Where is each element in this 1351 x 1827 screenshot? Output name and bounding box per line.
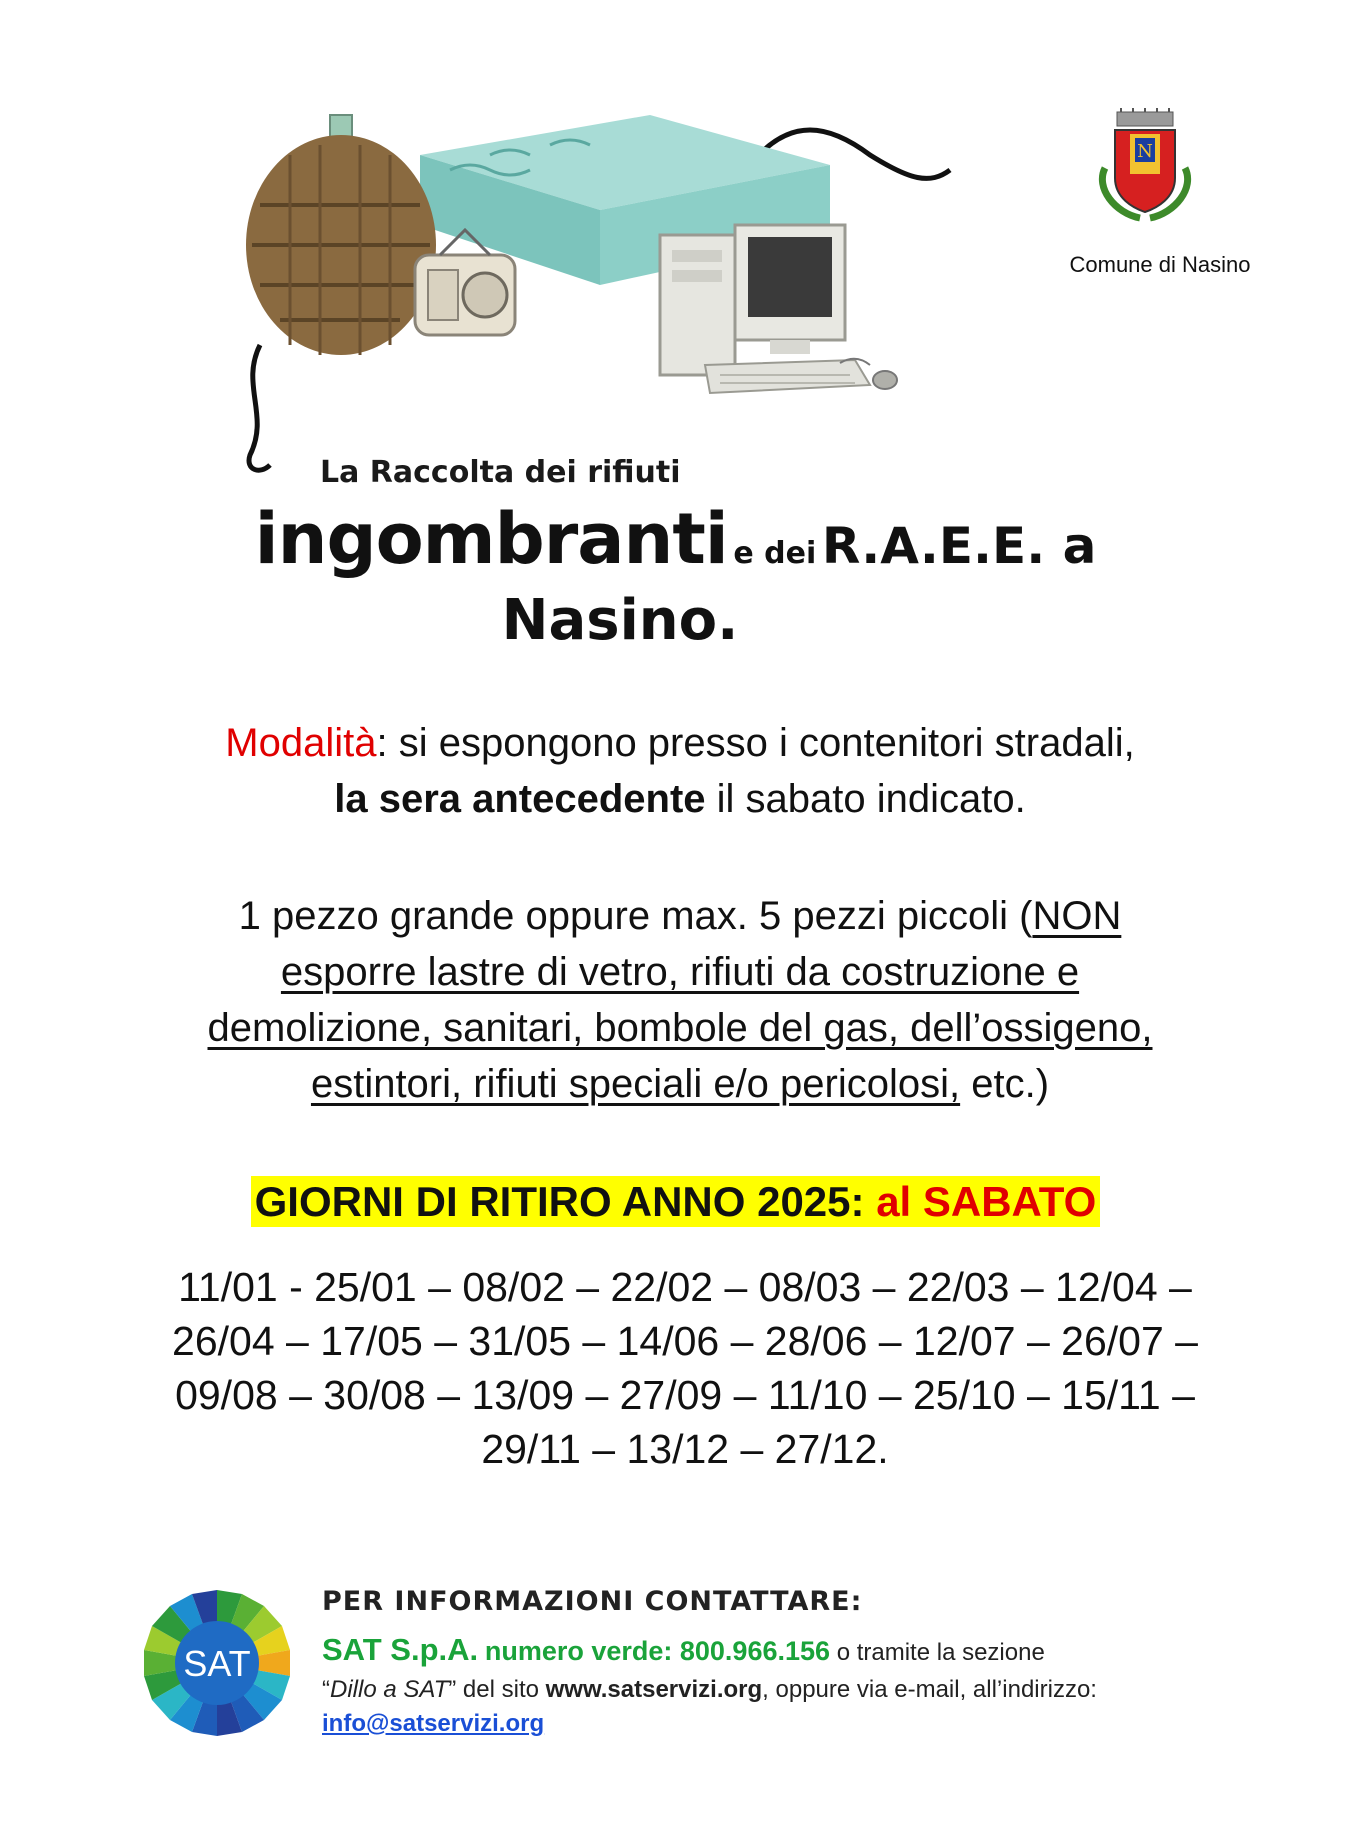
title-raee: R.A.E.E. a <box>821 517 1097 575</box>
title-main <box>0 498 1351 580</box>
demijohn-icon <box>246 115 436 355</box>
comune-crest-icon <box>1095 108 1195 226</box>
monitor-icon <box>735 225 845 354</box>
bulky-items-illustration <box>230 95 1050 475</box>
schedule-heading-accent: al SABATO <box>876 1178 1097 1225</box>
schedule-heading-text: GIORNI DI RITIRO ANNO 2025: <box>254 1178 865 1225</box>
limits-line3: demolizione, sanitari, bombole del gas, dell’ossigeno, <box>207 1006 1153 1050</box>
sat-logo-text: SAT <box>183 1643 251 1684</box>
website-link[interactable]: www.satservizi.org <box>545 1676 763 1703</box>
keyboard-icon <box>705 360 870 393</box>
modalita-text1: : si espongono presso i contenitori stradali, <box>376 721 1135 765</box>
title-place: Nasino. <box>501 588 739 653</box>
info-line2 <box>322 1676 1097 1704</box>
limits-line1-underlined: NON <box>1032 894 1122 938</box>
limits-line4-plain: etc.) <box>960 1062 1050 1106</box>
limits-line4-underlined: estintori, rifiuti speciali e/o pericolosi, <box>310 1062 961 1106</box>
title-e-dei: e dei <box>733 536 817 571</box>
company-name: SAT S.p.A. <box>322 1632 479 1667</box>
schedule-dates-line: 11/01 - 25/01 – 08/02 – 22/02 – 08/03 – 22/03 – 12/04 – <box>178 1264 1192 1310</box>
schedule-dates <box>60 1260 1310 1476</box>
limits-line1-plain: 1 pezzo grande oppure max. 5 pezzi piccoli ( <box>238 894 1033 938</box>
quote-open: “ <box>322 1676 330 1703</box>
schedule-heading <box>0 1178 1351 1226</box>
title-line1: La Raccolta dei rifiuti <box>320 455 681 490</box>
quote-close: ” del sito <box>448 1676 546 1703</box>
title-ingombranti: ingombranti <box>254 498 728 580</box>
svg-text:N: N <box>1137 141 1153 162</box>
schedule-dates-line: 29/11 – 13/12 – 27/12. <box>481 1426 889 1472</box>
comune-label: Comune di Nasino <box>1069 252 1251 277</box>
dillo-a-sat: Dillo a SAT <box>330 1676 449 1703</box>
schedule-dates-line: 09/08 – 30/08 – 13/09 – 27/09 – 11/10 – 25/10 – 15/11 – <box>175 1372 1195 1418</box>
modalita-bold: la sera antecedente <box>334 777 706 821</box>
schedule-heading-highlight <box>251 1176 1101 1227</box>
email-link[interactable]: info@satservizi.org <box>322 1710 545 1737</box>
info-line3 <box>322 1710 544 1738</box>
schedule-dates-line: 26/04 – 17/05 – 31/05 – 14/06 – 28/06 – 12/07 – 26/07 – <box>172 1318 1198 1364</box>
info-heading: PER INFORMAZIONI CONTATTARE: <box>322 1586 863 1617</box>
computer-tower-icon <box>660 235 735 375</box>
limits-paragraph <box>60 888 1300 1112</box>
info-line1-rest: o tramite la sezione <box>830 1639 1045 1666</box>
modalita-text2: il sabato indicato. <box>705 777 1026 821</box>
phone-number: numero verde: 800.966.156 <box>484 1636 831 1666</box>
info-line2-rest: , oppure via e-mail, all’indirizzo: <box>762 1676 1097 1703</box>
limits-line2: esporre lastre di vetro, rifiuti da costruzione e <box>280 950 1080 994</box>
modalita-paragraph <box>60 715 1300 827</box>
sat-logo <box>142 1588 292 1738</box>
info-line1 <box>322 1632 1045 1668</box>
modalita-label: Modalità <box>225 721 377 765</box>
